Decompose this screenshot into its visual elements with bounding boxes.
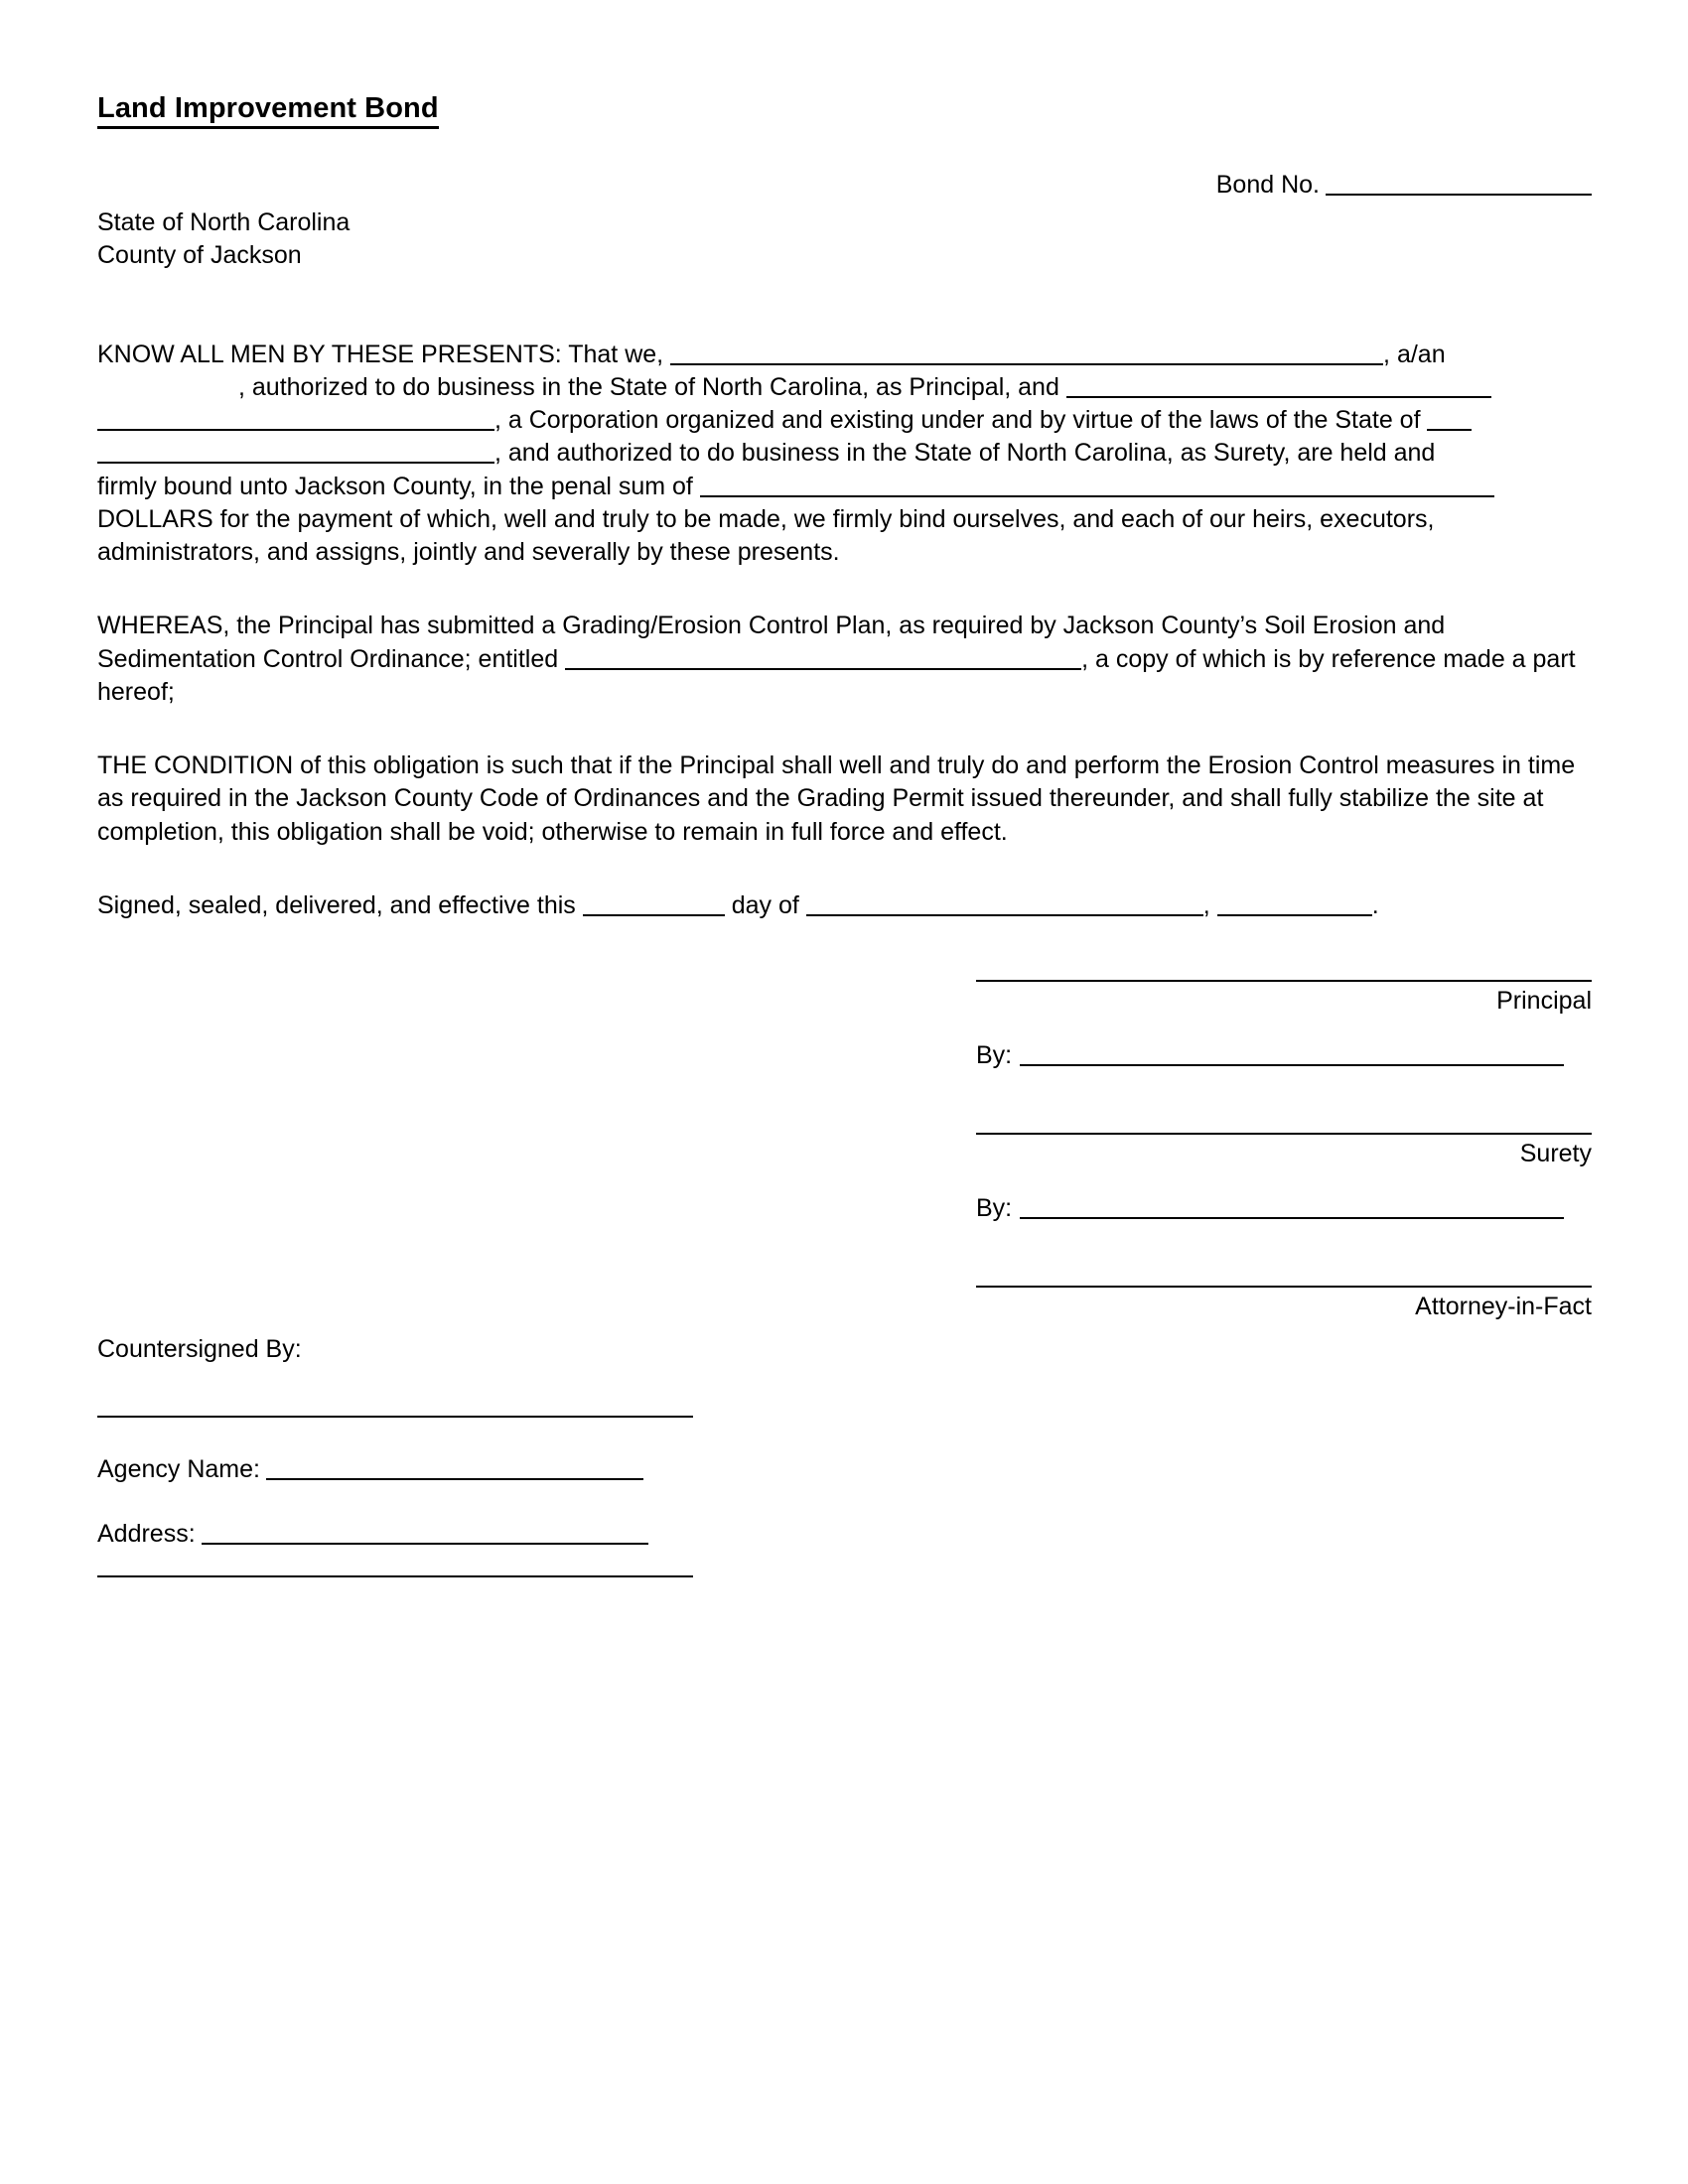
presents-line-1-suffix: , a/an bbox=[1383, 340, 1446, 368]
presents-line-4 bbox=[97, 437, 1592, 470]
surety-name-input[interactable] bbox=[1066, 378, 1491, 398]
presents-line-2 bbox=[97, 371, 1592, 404]
spacer bbox=[97, 1486, 713, 1518]
principal-by-input[interactable] bbox=[1020, 1046, 1564, 1066]
presents-line-5 bbox=[97, 471, 1592, 503]
day-input[interactable] bbox=[583, 896, 725, 916]
month-input[interactable] bbox=[806, 896, 1203, 916]
surety-by-label: By: bbox=[976, 1193, 1013, 1222]
countersigned-block bbox=[97, 1335, 713, 1577]
signature-column bbox=[976, 980, 1592, 1323]
signed-date-prefix: Signed, sealed, delivered, and effective this bbox=[97, 890, 576, 919]
address-input-1[interactable] bbox=[202, 1525, 648, 1545]
spacer bbox=[976, 1018, 1592, 1039]
address-input-2[interactable] bbox=[97, 1575, 693, 1577]
agency-name-row bbox=[97, 1453, 713, 1486]
bond-number-label: Bond No. bbox=[1215, 170, 1320, 199]
spacer bbox=[97, 849, 1592, 889]
presents-line-6: DOLLARS for the payment of which, well and truly to be made, we firmly bind ourselves, and each of our heirs, executors, administrators, and assigns, jointly and severally by these presents. bbox=[97, 504, 1435, 567]
surety-by-row bbox=[976, 1192, 1592, 1225]
spacer bbox=[97, 709, 1592, 750]
whereas-text-2: , a copy of which is by reference made a part hereof; bbox=[97, 644, 1576, 706]
spacer bbox=[976, 1224, 1592, 1286]
signed-date-line bbox=[97, 889, 1592, 922]
presents-line-3-text: , a Corporation organized and existing under and by virtue of the laws of the State of bbox=[494, 406, 1421, 435]
bond-number-input[interactable] bbox=[1326, 175, 1592, 196]
signed-date-mid: day of bbox=[731, 890, 799, 919]
year-input[interactable] bbox=[1217, 896, 1372, 916]
whereas-paragraph bbox=[97, 610, 1592, 709]
address-row bbox=[97, 1518, 713, 1551]
laws-state-input[interactable] bbox=[1427, 411, 1472, 431]
attorney-caption: Attorney-in-Fact bbox=[1415, 1293, 1592, 1321]
agency-name-label: Agency Name: bbox=[97, 1455, 260, 1483]
whereas-text-1: WHEREAS, the Principal has submitted a Grading/Erosion Control Plan, as required by Jackson County’s Soil Erosion and Sedimentation Control Ordinance; entitled bbox=[97, 612, 1446, 673]
spacer bbox=[976, 1170, 1592, 1192]
signed-date-comma: , bbox=[1202, 890, 1210, 919]
spacer bbox=[97, 569, 1592, 610]
condition-paragraph: THE CONDITION of this obligation is such that if the Principal shall well and truly do and perform the Erosion Control measures in time as required in the Jackson County Code of Ordinances and the Grading Permit issued thereunder, and shall fully stabilize the site at completion, this obligation shall be void; otherwise to remain in full force and effect. bbox=[97, 751, 1576, 846]
presents-paragraph bbox=[97, 339, 1592, 570]
agency-name-input[interactable] bbox=[266, 1460, 643, 1480]
principal-name-input[interactable] bbox=[670, 345, 1383, 365]
penal-sum-input[interactable] bbox=[700, 478, 1494, 497]
presents-line-2-text: , authorized to do business in the State of North Carolina, as Principal, and bbox=[238, 372, 1059, 401]
bond-number-row bbox=[97, 170, 1592, 201]
surety-by-input[interactable] bbox=[1020, 1199, 1564, 1219]
plan-title-input[interactable] bbox=[565, 650, 1081, 670]
presents-line-4-text: , and authorized to do business in the State of North Carolina, as Surety, are held and bbox=[494, 439, 1436, 468]
presents-line-5-text: firmly bound unto Jackson County, in the penal sum of bbox=[97, 472, 693, 500]
county-line: County of Jackson bbox=[97, 241, 302, 270]
document-body bbox=[97, 0, 1592, 1407]
page-title-wrap bbox=[97, 0, 1592, 129]
principal-caption: Principal bbox=[1496, 987, 1592, 1016]
presents-line-3 bbox=[97, 404, 1592, 437]
address-label: Address: bbox=[97, 1519, 196, 1548]
spacer bbox=[97, 1364, 713, 1416]
spacer bbox=[97, 273, 1592, 339]
corporation-state-input[interactable] bbox=[97, 411, 494, 431]
countersigned-heading: Countersigned By: bbox=[97, 1335, 302, 1363]
surety-state-input[interactable] bbox=[97, 444, 494, 464]
jurisdiction-block bbox=[97, 206, 1592, 273]
principal-by-row bbox=[976, 1039, 1592, 1072]
spacer bbox=[97, 1418, 713, 1453]
spacer bbox=[97, 1550, 713, 1575]
spacer bbox=[976, 1071, 1592, 1133]
signed-date-period: . bbox=[1371, 890, 1379, 919]
presents-line-1 bbox=[97, 339, 1592, 371]
state-line: State of North Carolina bbox=[97, 208, 351, 237]
principal-by-label: By: bbox=[976, 1040, 1013, 1069]
presents-line-1-text: KNOW ALL MEN BY THESE PRESENTS: That we, bbox=[97, 340, 664, 368]
surety-caption: Surety bbox=[1519, 1140, 1592, 1168]
page-title: Land Improvement Bond bbox=[97, 0, 439, 129]
